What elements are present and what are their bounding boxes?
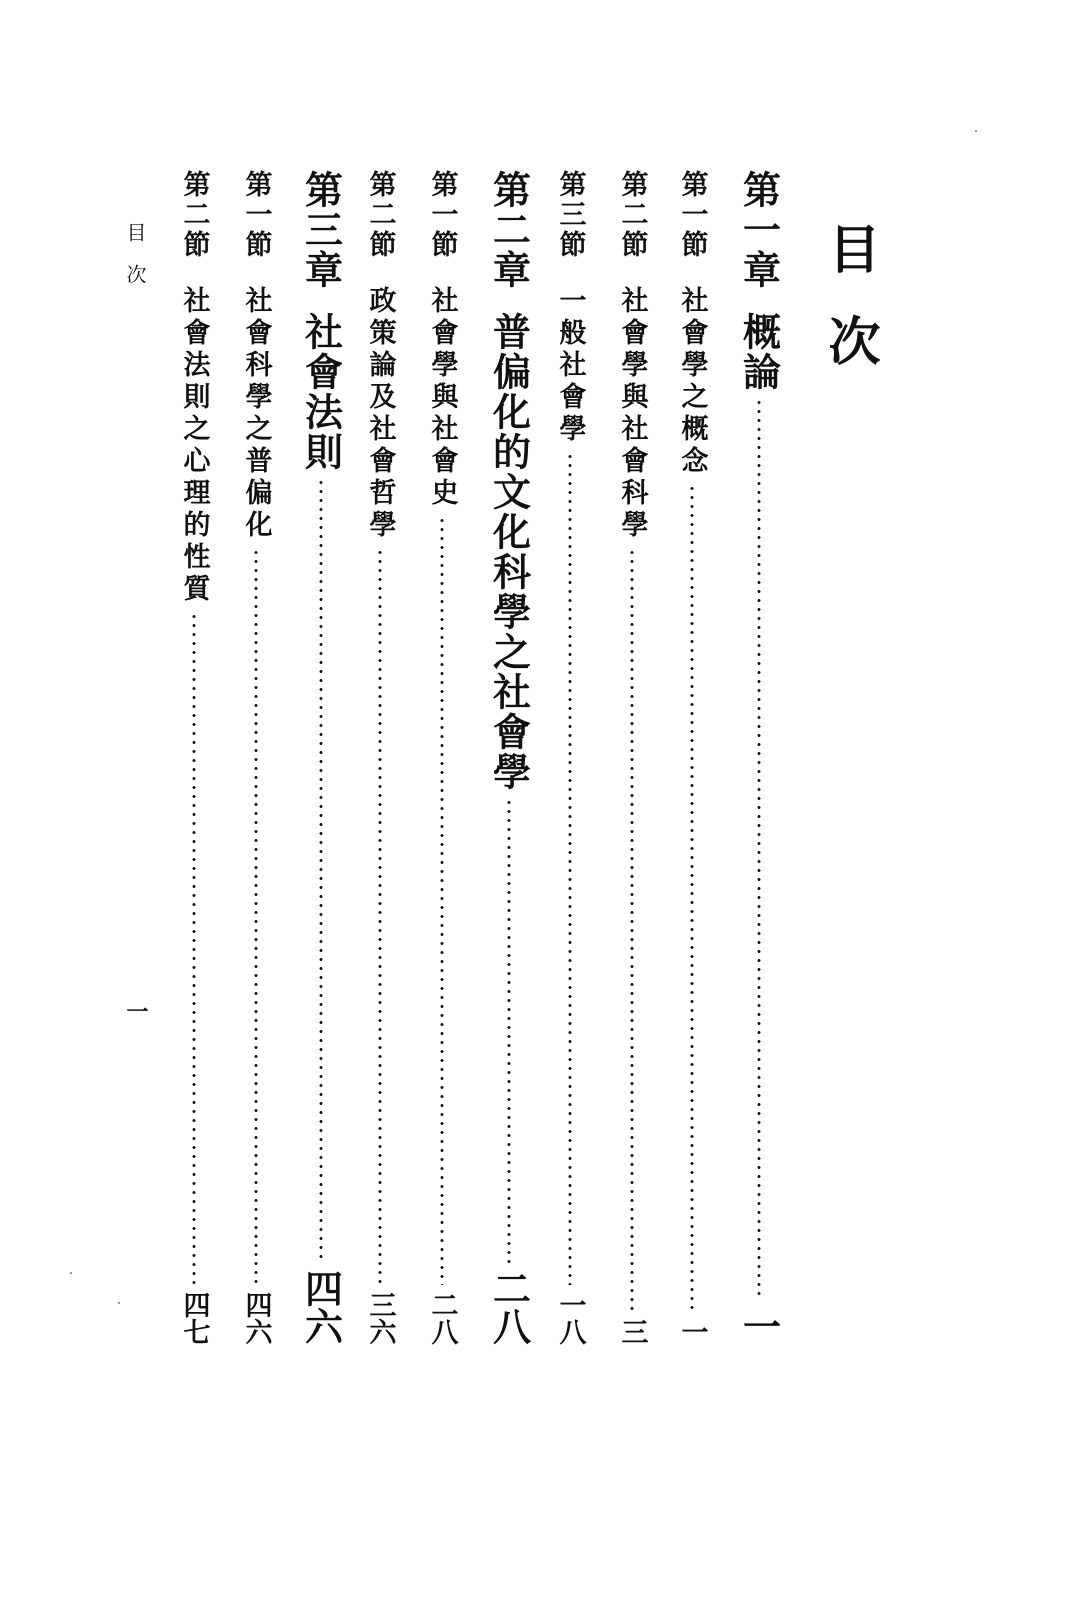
entry-title: 政策論及社會哲學 <box>364 286 396 542</box>
entry-prefix: 第一章 <box>736 170 782 290</box>
entry-title: 普偏化的文化科學之社會學 <box>486 312 532 792</box>
scan-speck <box>118 1302 120 1304</box>
toc-entry-section-3-2[interactable] <box>174 170 214 1345</box>
entry-title: 社會學與社會史 <box>426 286 458 510</box>
entry-prefix: 第一節 <box>676 170 708 260</box>
entry-prefix: 第二節 <box>616 170 648 260</box>
toc-entry-section-1-3[interactable] <box>550 170 590 1345</box>
toc-entry-chapter-2[interactable] <box>484 170 534 1345</box>
entry-prefix: 第一節 <box>426 170 458 260</box>
leader-dots <box>254 548 258 1285</box>
entry-title: 社會學之概念 <box>676 286 708 478</box>
folio-page-number: 一 <box>123 1000 149 1022</box>
running-head: 目次 <box>123 222 147 306</box>
scan-speck <box>70 1272 72 1274</box>
entry-prefix: 第三節 <box>554 170 586 260</box>
leader-dots <box>378 548 382 1285</box>
toc-entry-chapter-3[interactable] <box>296 170 346 1345</box>
leader-dots <box>507 798 511 1263</box>
toc-entry-chapter-1[interactable] <box>734 170 784 1345</box>
entry-prefix: 第三章 <box>298 170 344 290</box>
entry-prefix: 第二節 <box>364 170 396 260</box>
page-heading: 目次 <box>819 222 880 406</box>
toc-entry-section-1-1[interactable] <box>672 170 712 1345</box>
entry-page-number: 一八 <box>554 1291 586 1345</box>
entry-page-number: 一 <box>736 1307 782 1345</box>
entry-page-number: 一 <box>676 1318 708 1345</box>
toc-entry-section-2-2[interactable] <box>360 170 400 1345</box>
entry-page-number: 四六 <box>298 1269 344 1345</box>
entry-prefix: 第一節 <box>240 170 272 260</box>
entry-title: 一般社會學 <box>554 286 586 446</box>
entry-title: 社會科學之普偏化 <box>240 286 272 542</box>
entry-title: 社會法則 <box>298 312 344 472</box>
leader-dots <box>440 516 444 1285</box>
entry-page-number: 四七 <box>178 1291 210 1345</box>
entry-title: 社會學與社會科學 <box>616 286 648 542</box>
scan-speck <box>975 130 977 132</box>
toc-entry-section-2-1[interactable] <box>422 170 462 1345</box>
entry-page-number: 二八 <box>486 1269 532 1345</box>
entry-prefix: 第二章 <box>486 170 532 290</box>
entry-title: 概論 <box>736 312 782 392</box>
entry-page-number: 四六 <box>240 1291 272 1345</box>
entry-page-number: 三六 <box>364 1291 396 1345</box>
leader-dots <box>630 548 634 1312</box>
toc-entry-section-3-1[interactable] <box>236 170 276 1345</box>
leader-dots <box>757 398 761 1301</box>
toc-entry-section-1-2[interactable] <box>612 170 652 1345</box>
leader-dots <box>568 452 572 1285</box>
entry-page-number: 二八 <box>426 1291 458 1345</box>
entry-prefix: 第二節 <box>178 170 210 260</box>
leader-dots <box>192 612 196 1285</box>
leader-dots <box>690 484 694 1312</box>
entry-title: 社會法則之心理的性質 <box>178 286 210 606</box>
leader-dots <box>319 478 323 1263</box>
entry-page-number: 三 <box>616 1318 648 1345</box>
